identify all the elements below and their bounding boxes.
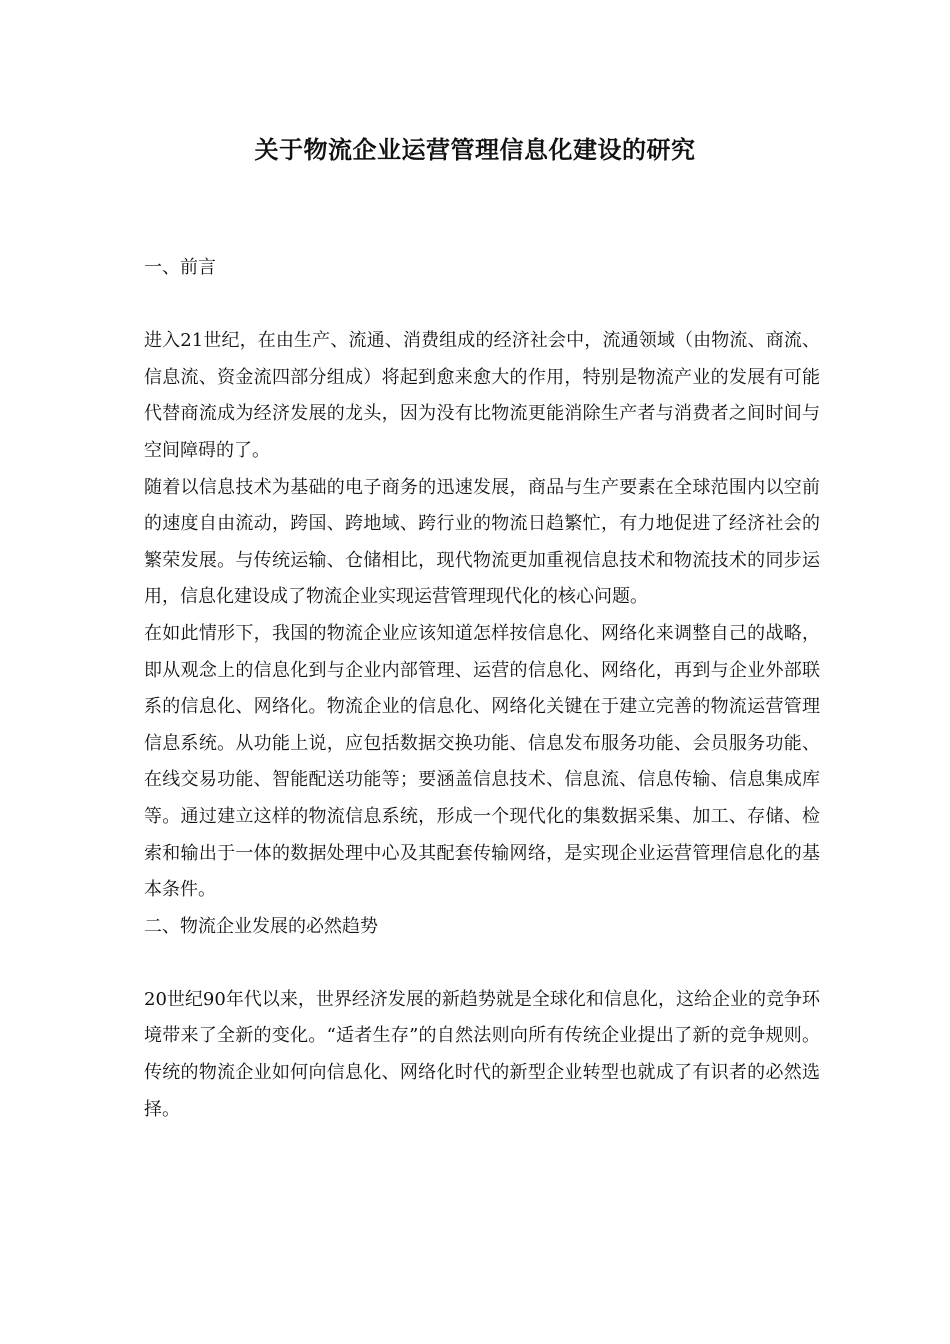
document-title: 关于物流企业运营管理信息化建设的研究	[254, 135, 696, 164]
paragraph: 在如此情形下，我国的物流企业应该知道怎样按信息化、网络化来调整自己的战略，即从观念上的信息化到与企业内部管理、运营的信息化、网络化，再到与企业外部联系的信息化、网络化。物流企业的信息化、网络化关键在于建立完善的物流运营管理信息系统。从功能上说，应包括数据交换功能、信息发布服务功能、会员服务功能、在线交易功能、智能配送功能等；要涵盖信息技术、信息流、信息传输、信息集成库等。通过建立这样的物流信息系统，形成一个现代化的集数据采集、加工、存储、检索和输出于一体的数据处理中心及其配套传输网络，是实现企业运营管理信息化的基本条件。	[144, 622, 820, 901]
paragraph: 随着以信息技术为基础的电子商务的迅速发展，商品与生产要素在全球范围内以空前的速度自由流动，跨国、跨地域、跨行业的物流日趋繁忙，有力地促进了经济社会的繁荣发展。与传统运输、仓储相比，现代物流更加重视信息技术和物流技术的同步运用，信息化建设成了物流企业实现运营管理现代化的核心问题。	[144, 476, 820, 608]
document-body	[144, 250, 820, 1128]
section-heading-preface: 一、前言	[144, 257, 216, 278]
paragraph: 20世纪90年代以来，世界经济发展的新趋势就是全球化和信息化，这给企业的竞争环境带来了全新的变化。“适者生存”的自然法则向所有传统企业提出了新的竞争规则。传统的物流企业如何向信息化、网络化时代的新型企业转型也就成了有识者的必然选择。	[144, 988, 820, 1120]
paragraph: 进入21世纪，在由生产、流通、消费组成的经济社会中，流通领域（由物流、商流、信息流、资金流四部分组成）将起到愈来愈大的作用，特别是物流产业的发展有可能代替商流成为经济发展的龙头，因为没有比物流更能消除生产者与消费者之间时间与空间障碍的了。	[144, 330, 820, 461]
section-heading-trend: 二、物流企业发展的必然趋势	[144, 915, 378, 937]
